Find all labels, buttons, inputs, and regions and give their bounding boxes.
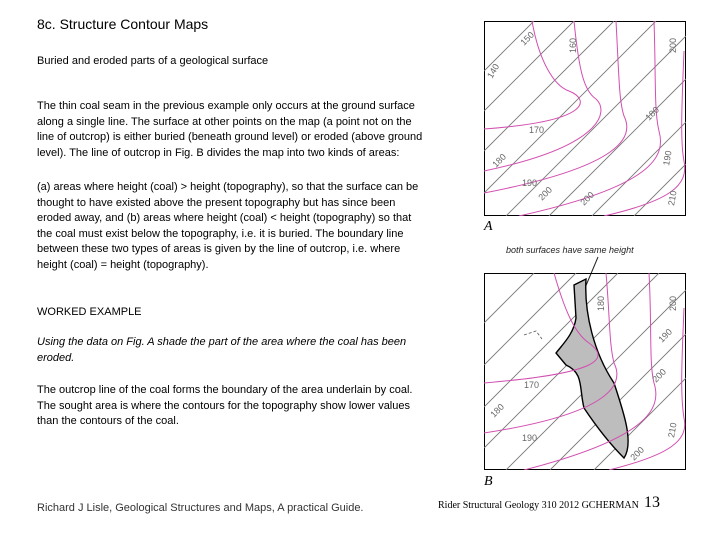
map-b-label: 210 [666, 421, 679, 439]
map-b-label: 200 [628, 444, 647, 463]
map-a-label: 200 [536, 184, 555, 203]
map-b-label: 190 [522, 433, 538, 443]
map-a-label: 190 [522, 178, 538, 188]
map-b-label: 200 [668, 295, 678, 311]
footer-text: Rider Structural Geology 310 2012 GCHERMAN [438, 500, 639, 511]
map-b-label: 180 [488, 401, 507, 420]
figure-annotation: both surfaces have same height [506, 245, 634, 255]
map-b-label: 200 [650, 366, 669, 385]
paragraph-intro: The thin coal seam in the previous example only occurs at the ground surface along a single line. The surface at other points on the map (a point not on the line of outcrop) is either buried (beneath ground level) or eroded (above ground level). The line of outcrop in Fig. B divides the map into two kinds of areas: [37, 100, 423, 159]
map-a-label: 200 [578, 189, 597, 208]
map-a-label: 140 [485, 61, 502, 80]
map-b-label: 170 [524, 380, 540, 390]
map-b-shaded-area [556, 279, 628, 458]
page-title: 8c. Structure Contour Maps [37, 16, 209, 32]
map-a-label: 210 [666, 189, 679, 207]
worked-example-heading: WORKED EXAMPLE [37, 306, 142, 318]
map-a [484, 21, 686, 216]
figure-label-a: A [484, 219, 493, 234]
map-a-label: 190 [661, 149, 674, 167]
map-b-label: 190 [656, 326, 675, 345]
map-a-label: 170 [529, 125, 545, 135]
subtitle: Buried and eroded parts of a geological surface [37, 55, 269, 67]
map-b-label: 180 [596, 295, 606, 311]
map-a-label: 150 [518, 29, 537, 48]
map-a-label: 180 [643, 104, 662, 123]
citation: Richard J Lisle, Geological Structures and Maps, A practical Guide. [37, 502, 364, 514]
figure-label-b: B [484, 474, 493, 489]
map-a-label: 160 [568, 37, 578, 53]
paragraph-outcrop: The outcrop line of the coal forms the boundary of the area underlain by coal. The sought area is where the contours for the topography show lower values than the contours of the coal. [37, 384, 413, 427]
map-b [484, 273, 686, 470]
paragraph-areas: (a) areas where height (coal) > height (topography), so that the surface can be thought to have existed above the present topography but has since been eroded away, and (b) areas where height (coal) < height (topography) so that the coal must exist below the topography, i.e. it is buried. The boundary line between these two types of areas is given by the line of outcrop, i.e. where height (coal) = height (topography). [37, 181, 419, 271]
page-number: 13 [644, 494, 660, 511]
map-a-label: 180 [490, 151, 509, 170]
map-a-label: 200 [668, 37, 678, 53]
worked-example-text: Using the data on Fig. A shade the part of the area where the coal has been eroded. [37, 336, 407, 364]
map-b-outcrop-dash [524, 331, 542, 339]
